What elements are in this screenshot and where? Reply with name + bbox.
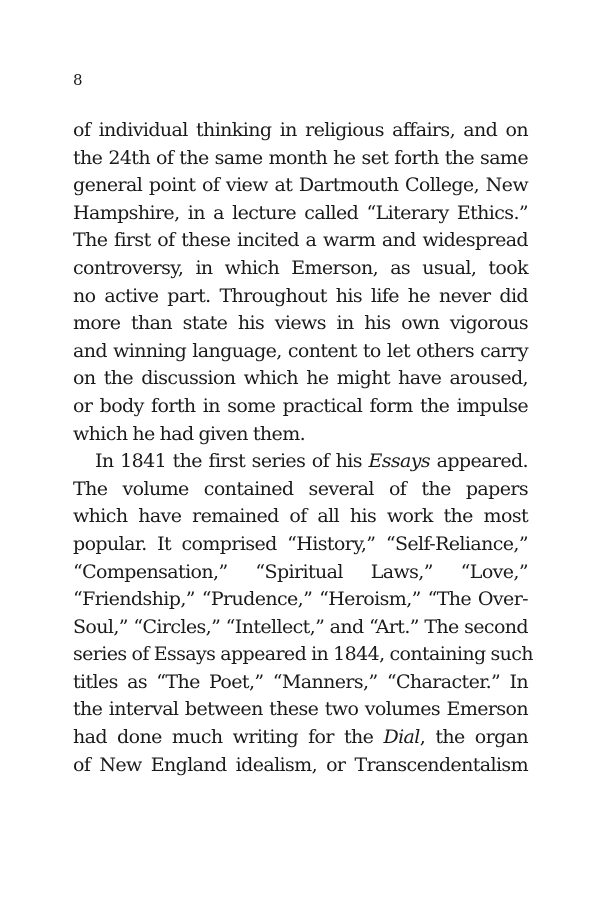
text-line: “Compensation,” “Spiritual Laws,” “Love,” [73, 560, 528, 583]
text-line: In 1841 the first series of his Essays appeared. [95, 450, 528, 473]
text-line: general point of view at Dartmouth College, New [73, 174, 528, 197]
text-line: titles as “The Poet,” “Manners,” “Character.” In [73, 670, 528, 693]
text-line: series of Essays appeared in 1844, containing such [73, 643, 533, 666]
text-line: Hampshire, in a lecture called “Literary Ethics.” [73, 201, 528, 224]
paragraph-1 [73, 117, 528, 448]
text-line: of individual thinking in religious affairs, and on [73, 119, 528, 141]
page-number: 8 [73, 71, 83, 89]
text-line: The volume contained several of the papers [73, 477, 528, 500]
body-text [73, 117, 533, 779]
text-line: controversy, in which Emerson, as usual, took [73, 256, 528, 279]
text-line: of New England idealism, or Transcendentalism [73, 753, 528, 776]
text-line: had done much writing for the Dial, the organ [73, 726, 528, 749]
paragraph-2 [73, 448, 533, 779]
text-line: more than state his views in his own vigorous [73, 312, 528, 335]
text-line: and winning language, content to let others carry [73, 339, 528, 362]
text-line: The first of these incited a warm and widespread [73, 229, 528, 252]
text-line: the interval between these two volumes Emerson [73, 698, 528, 721]
text-line: which have remained of all his work the most [73, 505, 528, 528]
text-line: on the discussion which he might have aroused, [73, 367, 528, 390]
text-line: popular. It comprised “History,” “Self-Reliance,” [73, 532, 528, 555]
text-line: no active part. Throughout his life he never did [73, 284, 528, 307]
text-line: Soul,” “Circles,” “Intellect,” and “Art.” The second [73, 615, 528, 638]
text-line: or body forth in some practical form the impulse [73, 394, 528, 417]
text-line: “Friendship,” “Prudence,” “Heroism,” “The Over- [73, 588, 528, 611]
text-line: the 24th of the same month he set forth the same [73, 146, 528, 169]
text-line: which he had given them. [73, 422, 306, 445]
